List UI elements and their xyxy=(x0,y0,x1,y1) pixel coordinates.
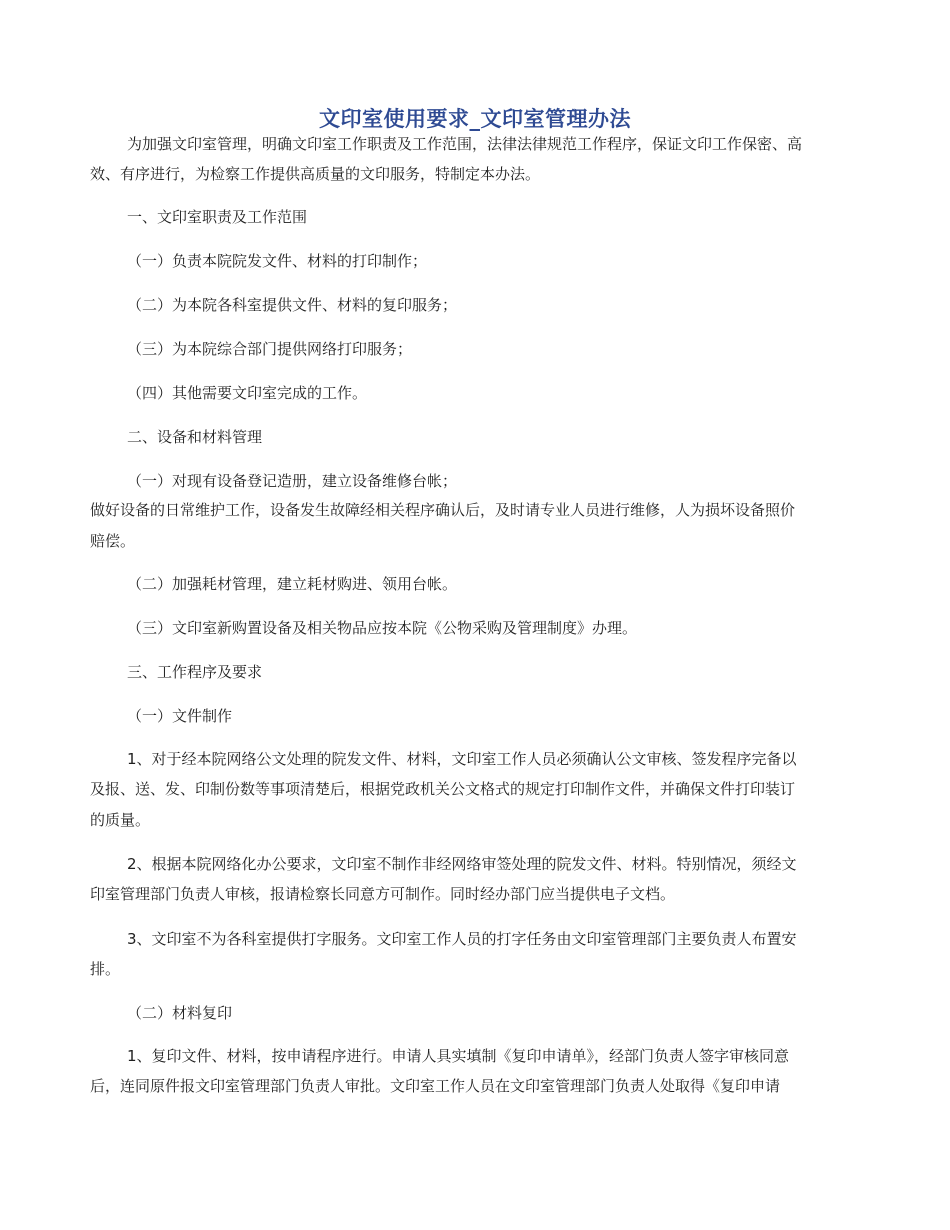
paragraph-line: 后，连同原件报文印室管理部门负责人审批。文印室工作人员在文印室管理部门负责人处取得《复印申请 xyxy=(90,1077,781,1095)
document-title: 文印室使用要求_文印室管理办法 xyxy=(319,107,631,131)
list-item: （三）为本院综合部门提供网络打印服务； xyxy=(127,340,413,358)
list-item: （一）对现有设备登记造册，建立设备维修台帐； xyxy=(127,472,458,490)
section-heading: 二、设备和材料管理 xyxy=(127,428,263,446)
subsection-heading: （一）文件制作 xyxy=(127,707,233,725)
paragraph-line: 做好设备的日常维护工作，设备发生故障经相关程序确认后，及时请专业人员进行维修，人为损坏设备照价 xyxy=(90,501,796,519)
paragraph-line: 印室管理部门负责人审核，报请检察长同意方可制作。同时经办部门应当提供电子文档。 xyxy=(90,885,676,903)
list-item: （一）负责本院院发文件、材料的打印制作； xyxy=(127,252,428,270)
paragraph-line: 1、复印文件、材料，按申请程序进行。申请人具实填制《复印申请单》，经部门负责人签字审核同意 xyxy=(127,1047,790,1065)
paragraph-line: 及报、送、发、印制份数等事项清楚后，根据党政机关公文格式的规定打印制作文件，并确保文件打印装订 xyxy=(90,780,796,798)
list-item: （二）加强耗材管理，建立耗材购进、领用台帐。 xyxy=(127,575,458,593)
list-item: （三）文印室新购置设备及相关物品应按本院《公物采购及管理制度》办理。 xyxy=(127,619,638,637)
section-heading: 一、文印室职责及工作范围 xyxy=(127,208,308,226)
paragraph-line: 效、有序进行，为检察工作提供高质量的文印服务，特制定本办法。 xyxy=(90,165,541,183)
list-item: （二）为本院各科室提供文件、材料的复印服务； xyxy=(127,296,458,314)
paragraph-line: 2、根据本院网络化办公要求，文印室不制作非经网络审签处理的院发文件、材料。特别情况，须经文 xyxy=(127,855,797,873)
paragraph-line: 的质量。 xyxy=(90,811,151,829)
subsection-heading: （二）材料复印 xyxy=(127,1004,233,1022)
paragraph-line: 赔偿。 xyxy=(90,532,136,550)
list-item: （四）其他需要文印室完成的工作。 xyxy=(127,384,368,402)
section-heading: 三、工作程序及要求 xyxy=(127,663,263,681)
paragraph-line: 3、文印室不为各科室提供打字服务。文印室工作人员的打字任务由文印室管理部门主要负责人布置安 xyxy=(127,930,797,948)
paragraph-line: 1、对于经本院网络公文处理的院发文件、材料，文印室工作人员必须确认公文审核、签发程序完备以 xyxy=(127,750,797,768)
paragraph-line: 为加强文印室管理，明确文印室工作职责及工作范围，法律法律规范工作程序，保证文印工作保密、高 xyxy=(127,135,803,153)
paragraph-line: 排。 xyxy=(90,960,121,978)
